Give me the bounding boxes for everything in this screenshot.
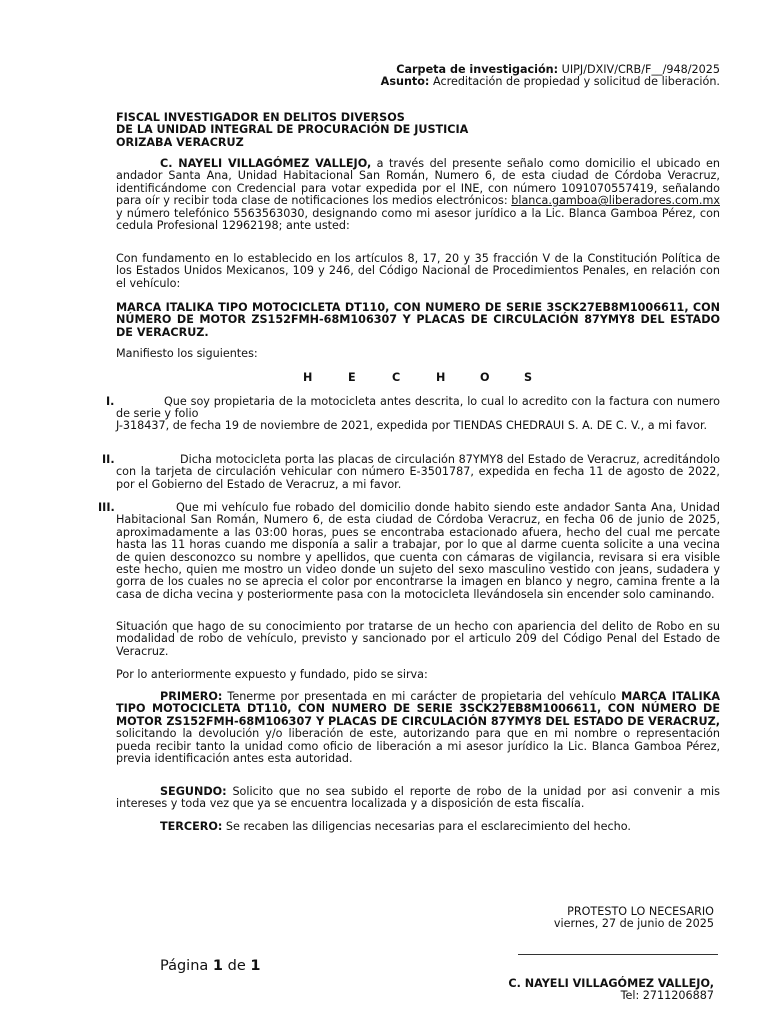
hecho-1-text: [116, 396, 720, 421]
protesto-line: PROTESTO LO NECESARIO: [567, 905, 714, 918]
page-total: 1: [250, 958, 261, 974]
intro-text-2: y número telefónico 5563563030, designando como mi asesor jurídico a la Lic. Blanca Gamboa Pérez, con cedula Profesional 12962198; ante usted:: [116, 206, 720, 233]
page-current: 1: [212, 958, 223, 974]
addressee-line-3: ORIZABA VERACRUZ: [116, 135, 244, 149]
manifiesto-line: Manifiesto los siguientes:: [116, 347, 258, 360]
intro-text-1: a través del presente señalo como domicilio el ubicado en andador Santa Ana, Unidad Habitacional San Román, Numero 6, de esta ciudad de Córdoba Veracruz, identificándome con Credencial para votar expedida por el INE, con número 1091070557419, señalando para oír y recibir toda clase de notificaciones los medios electrónicos:: [116, 157, 720, 208]
vehicle-description: MARCA ITALIKA TIPO MOTOCICLETA DT110, CON NUMERO DE SERIE 3SCK27EB8M1006611, CON NÚMERO DE MOTOR ZS152FMH-68M106307 Y PLACAS DE CIRCULACIÓN 87YMY8 DEL ESTADO DE VERACRUZ.: [116, 301, 720, 339]
signature-line: [518, 954, 718, 955]
hechos-heading: [0, 372, 768, 386]
hechos-letter: C: [392, 371, 401, 384]
addressee-line-2: DE LA UNIDAD INTEGRAL DE PROCURACIÓN DE JUSTICIA: [116, 123, 469, 137]
hecho-1-line-1: Que soy propietaria de la motocicleta antes descrita, lo cual lo acredito con la factura con numero de serie y folio: [116, 395, 720, 421]
hechos-letter: E: [348, 371, 356, 384]
signature-block: [394, 978, 714, 1003]
addressee-line-1: FISCAL INVESTIGADOR EN DELITOS DIVERSOS: [116, 111, 405, 124]
fundamento-paragraph: Con fundamento en lo establecido en los artículos 8, 17, 20 y 35 fracción V de la Constitución Política de los Estados Unidos Mexicanos, 109 y 246, del Código Nacional de Procedimientos Penales, en relación con el vehículo:: [116, 252, 720, 290]
hecho-2-number: II.: [102, 453, 115, 466]
addressee: [116, 112, 720, 149]
document-header: [160, 64, 720, 89]
tercero-paragraph: [116, 821, 720, 833]
carpeta-value: UIPJ/DXIV/CRB/F__/948/2025: [561, 63, 720, 76]
situacion-paragraph: Situación que hago de su conocimiento por tratarse de un hecho con apariencia del delito de Robo en su modalidad de robo de vehículo, previsto y sancionado por el articulo 209 del Código Penal del Estado de Veracruz.: [116, 620, 720, 658]
hecho-3-text: [116, 502, 720, 601]
closing-date: viernes, 27 de junio de 2025: [553, 917, 714, 931]
asunto-label: Asunto:: [380, 75, 430, 89]
hecho-2-text: [116, 454, 720, 491]
primero-paragraph: [116, 691, 720, 765]
page-of-word: de: [227, 958, 246, 974]
segundo-paragraph: [116, 786, 720, 811]
hecho-1-number: I.: [106, 395, 115, 408]
asunto-value: Acreditación de propiedad y solicitud de liberación.: [432, 75, 720, 89]
hechos-letter: H: [303, 371, 313, 384]
carpeta-label: Carpeta de investigación:: [396, 63, 559, 76]
email-link[interactable]: blanca.gamboa@liberadores.com.mx: [511, 194, 720, 208]
hecho-3-body: Que mi vehículo fue robado del domicilio donde habito siendo este andador Santa Ana, Unidad Habitacional San Román, Numero 6, de esta ciudad de Córdoba Veracruz, en fecha 06 de junio de 2025, aproximadamente a las 03:00 horas, pues se encontraba estacionado afuera, hecho del cual me percate hasta las 11 horas cuando me disponía a salir a trabajar, por lo que al darme cuenta solicite a una vecina de quien desconozco su nombre y apellidos, que cuenta con cámaras de vigilancia, revisara si era visible este hecho, quien me mostro un video donde un sujeto del sexo masculino vestido con jeans, sudadera y gorra de los cuales no se aprecia el color por encontrarse la imagen en blanco y negro, camina frente a la casa de dicha vecina y posteriormente pasa con la motocicleta llevándosela sin encender solo caminando.: [116, 501, 720, 601]
primero-text-2: solicitando la devolución y/o liberación de este, autorizando para que en mi nombre o representación pueda recibir tanto la unidad como oficio de liberación a mi asesor jurídico la Lic. Blanca Gamboa Pérez, previa identificación antes esta autoridad.: [116, 727, 720, 766]
signer-name: C. NAYELI VILLAGÓMEZ VALLEJO,: [508, 977, 714, 990]
page-number: [160, 958, 260, 974]
hechos-letter: O: [480, 371, 490, 384]
segundo-text: Solicito que no sea subido el reporte de robo de la unidad por asi convenir a mis intereses y toda vez que ya se encuentra localizada y a disposición de esta fiscalía.: [116, 785, 720, 811]
tercero-text: Se recaben las diligencias necesarias para el esclarecimiento del hecho.: [222, 820, 631, 833]
primero-label: PRIMERO:: [160, 690, 223, 703]
hecho-1-continuation: J-318437, de fecha 19 de noviembre de 2021, expedida por TIENDAS CHEDRAUI S. A. DE C. V., a mi favor.: [116, 419, 708, 432]
hechos-letter: H: [436, 371, 446, 384]
tercero-label: TERCERO:: [160, 820, 223, 833]
signer-phone: Tel: 2711206887: [620, 989, 714, 1003]
hechos-letter: S: [524, 371, 533, 384]
primero-text-1: Tenerme por presentada en mi carácter de propietaria del vehículo: [222, 690, 622, 703]
segundo-label: SEGUNDO:: [160, 785, 227, 798]
asunto-line: [160, 76, 720, 88]
page-word: Página: [160, 958, 209, 974]
hecho-2-body: Dicha motocicleta porta las placas de circulación 87YMY8 del Estado de Veracruz, acreditándolo con la tarjeta de circulación vehicular con número E-3501787, expedida en fecha 11 de agosto de 2022, por el Gobierno del Estado de Veracruz, a mi favor.: [116, 453, 720, 491]
closing-block: [414, 906, 714, 931]
hecho-3-number: III.: [98, 501, 115, 514]
primero-vehicle: MARCA ITALIKA TIPO MOTOCICLETA DT110, CON NUMERO DE SERIE 3SCK27EB8M1006611, CON NÚMERO DE MOTOR ZS152FMH-68M106307 Y PLACAS DE CIRCULACIÓN 87YMY8 DEL ESTADO DE VERACRUZ,: [116, 690, 720, 728]
petitioner-name: C. NAYELI VILLAGÓMEZ VALLEJO,: [160, 157, 372, 170]
intro-paragraph: [116, 158, 720, 232]
pido-line: Por lo anteriormente expuesto y fundado, pido se sirva:: [116, 668, 428, 681]
